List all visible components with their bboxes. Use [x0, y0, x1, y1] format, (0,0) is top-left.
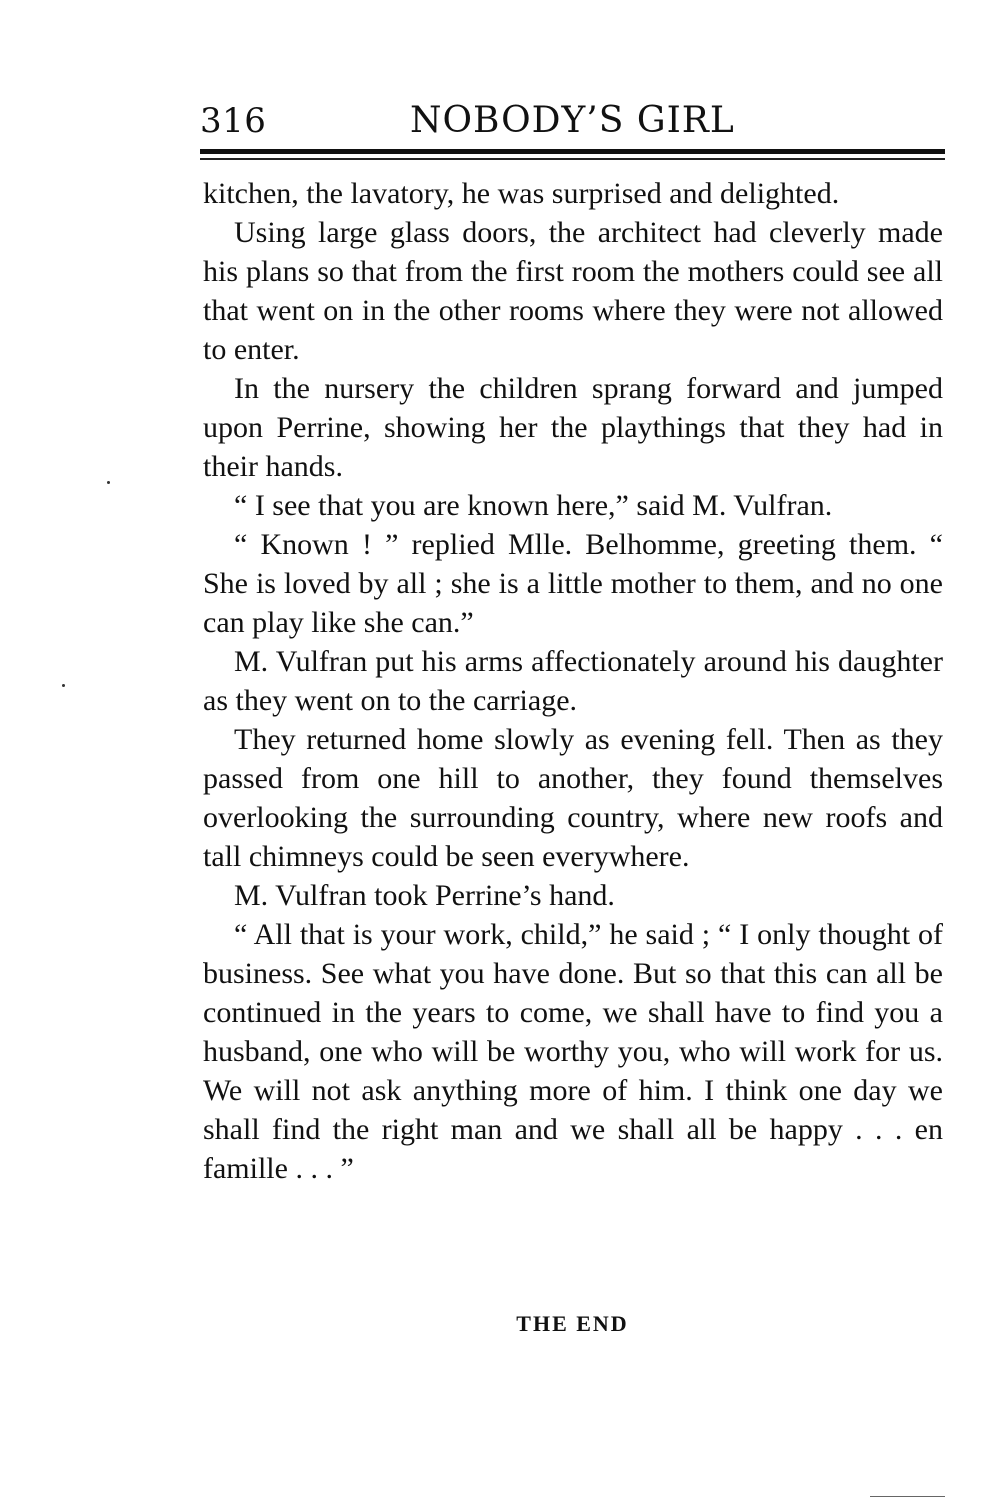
margin-speck — [107, 481, 110, 484]
page-number: 316 — [200, 101, 267, 141]
running-title: NOBODY’S GIRL — [410, 100, 735, 141]
running-head — [200, 98, 945, 144]
paragraph: M. Vulfran put his arms affectionately around his daughter as they went on to the carriage. — [203, 645, 943, 717]
paragraph: “ Known ! ” replied Mlle. Belhomme, greeting them. “ She is loved by all ; she is a little mother to them, and no one can play like she can.” — [203, 528, 943, 639]
body-text — [203, 174, 943, 1188]
margin-speck — [62, 684, 65, 687]
header-rule-thick — [200, 149, 945, 154]
the-end-label: THE END — [516, 1311, 629, 1336]
paragraph: Using large glass doors, the architect had cleverly made his plans so that from the first room the mothers could see all that went on in the other rooms where they were not allowed to enter. — [203, 216, 943, 366]
paragraph: “ I see that you are known here,” said M. Vulfran. — [234, 489, 833, 522]
header-rule-thin — [200, 158, 945, 160]
paragraph: M. Vulfran took Perrine’s hand. — [234, 879, 615, 912]
paragraph: In the nursery the children sprang forward and jumped upon Perrine, showing her the playthings that they had in their hands. — [203, 372, 943, 483]
scan-edge-mark — [870, 1496, 945, 1497]
paragraph: “ All that is your work, child,” he said ; “ I only thought of business. See what you have done. But so that this can all be continued in the years to come, we shall have to find you a husband, one who will be worthy you, who will work for us. We will not ask anything more of him. I think one day we shall find the right man and we shall all be happy . . . en famille . . . ” — [203, 918, 943, 1185]
paragraph: They returned home slowly as evening fell. Then as they passed from one hill to another, they found themselves overlooking the surrounding country, where new roofs and tall chimneys could be seen everywhere. — [203, 723, 943, 873]
paragraph-continued: kitchen, the lavatory, he was surprised and delighted. — [203, 177, 840, 210]
